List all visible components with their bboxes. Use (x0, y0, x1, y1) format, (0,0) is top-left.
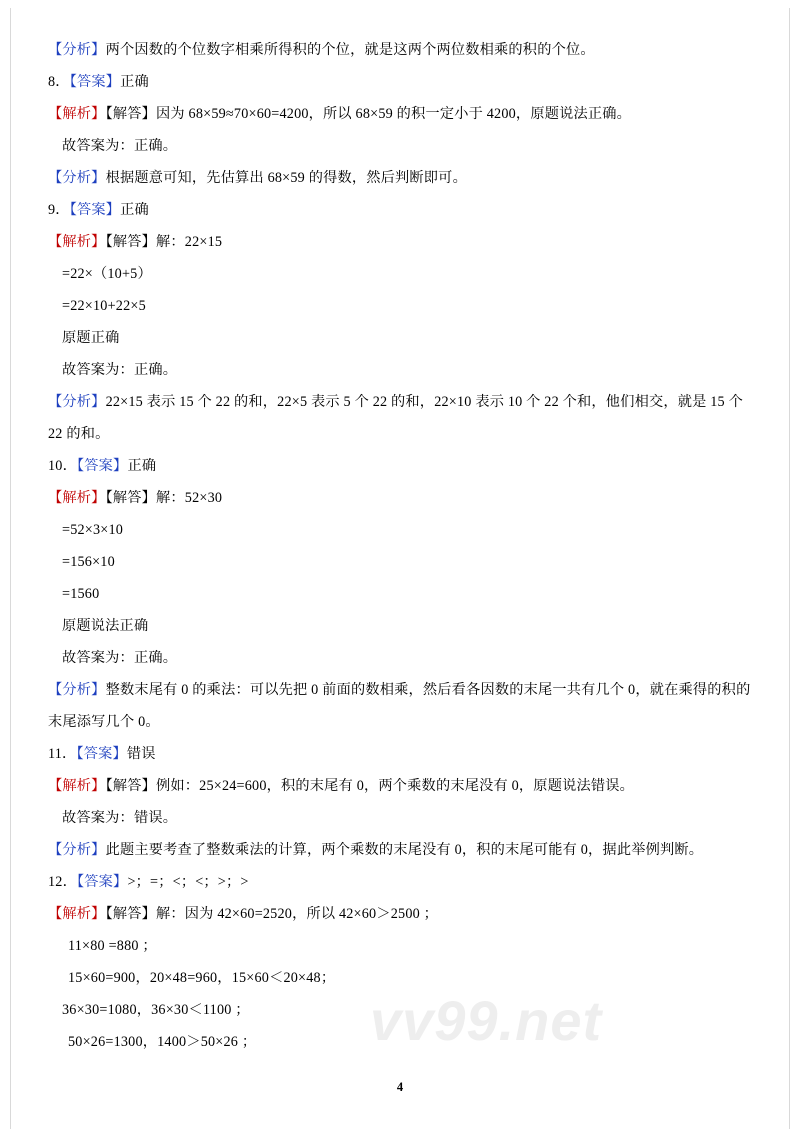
explain-tag: 【解析】 (48, 106, 106, 122)
text-run: =52×3×10 (62, 522, 124, 538)
text-run: 10． (48, 458, 77, 474)
text-run: 原题正确 (62, 330, 120, 346)
page-number: 4 (396, 1080, 404, 1094)
text-run: 原题说法正确 (62, 618, 149, 634)
text-line (48, 450, 752, 482)
text-run: 例如：25×24=600，积的末尾有 0，两个乘数的末尾没有 0，原题说法错误。 (156, 778, 635, 794)
text-line (48, 642, 752, 674)
text-run: 22×15 表示 15 个 22 的和，22×5 表示 5 个 22 的和，22×10 表示 10 个 22 个和，他们相交，就是 15 个 22 的和。 (48, 394, 743, 442)
text-run: 9． (48, 202, 70, 218)
analysis-tag: 【分析】 (48, 170, 106, 186)
text-run: 错误 (126, 746, 156, 762)
explain-tag: 【解析】 (48, 906, 106, 922)
text-run: 50×26=1300，1400＞50×26 ； (68, 1034, 257, 1050)
text-line (48, 1026, 752, 1058)
answer-tag: 【答案】 (76, 874, 128, 890)
text-line (48, 194, 752, 226)
text-run: =1560 (62, 586, 100, 602)
text-run: 解：因为 42×60=2520，所以 42×60＞2500 ； (156, 906, 439, 922)
explain-tag: 【解析】 (48, 778, 106, 794)
text-line (48, 130, 752, 162)
text-run: >；=；<；<；>；> (127, 874, 249, 890)
text-run: 正确 (120, 74, 149, 90)
text-run: 15×60=900，20×48=960，15×60＜20×48； (68, 970, 336, 986)
text-run: 故答案为：错误。 (62, 810, 178, 826)
text-run: 故答案为：正确。 (62, 650, 178, 666)
text-line (48, 610, 752, 642)
text-run: 故答案为：正确。 (62, 138, 178, 154)
analysis-tag: 【分析】 (48, 394, 106, 410)
text-line (48, 162, 752, 194)
text-line (48, 226, 752, 258)
text-line (48, 386, 752, 450)
text-line (48, 866, 752, 898)
text-run: =22×10+22×5 (62, 298, 146, 314)
text-line (48, 802, 752, 834)
text-run: 【解答】 (105, 490, 157, 506)
text-run: 两个因数的个位数字相乘所得积的个位，就是这两个两位数相乘的积的个位。 (105, 42, 595, 58)
text-line (48, 674, 752, 738)
text-run: 正确 (120, 202, 149, 218)
explain-tag: 【解析】 (48, 490, 106, 506)
text-run: 解：52×30 (156, 490, 223, 506)
answer-tag: 【答案】 (76, 746, 127, 762)
text-line (48, 258, 752, 290)
text-run: 故答案为：正确。 (62, 362, 178, 378)
text-line (48, 738, 752, 770)
watermark: vv99.net (370, 989, 603, 1052)
text-run: 36×30=1080，36×30＜1100 ； (62, 1002, 250, 1018)
text-run: 11×80 =880 ； (68, 938, 157, 954)
text-run: 【解答】 (105, 106, 157, 122)
text-line (48, 98, 752, 130)
text-run: 整数末尾有 0 的乘法：可以先把 0 前面的数相乘，然后看各因数的末尾一共有几个 0，就在乘得的积的末尾添写几个 0。 (48, 682, 751, 730)
answer-key-body (48, 34, 752, 1058)
text-run: 8． (48, 74, 70, 90)
text-run: 【解答】 (105, 234, 157, 250)
analysis-tag: 【分析】 (48, 842, 106, 858)
explain-tag: 【解析】 (48, 234, 106, 250)
text-line (48, 34, 752, 66)
text-run: 正确 (127, 458, 157, 474)
text-line (48, 962, 752, 994)
analysis-tag: 【分析】 (48, 682, 106, 698)
answer-tag: 【答案】 (76, 458, 128, 474)
text-line (48, 546, 752, 578)
text-run: 此题主要考查了整数乘法的计算，两个乘数的末尾没有 0，积的末尾可能有 0，据此举例判断。 (105, 842, 704, 858)
text-line (48, 66, 752, 98)
text-run: =22×（10+5） (62, 266, 152, 282)
text-run: 根据题意可知，先估算出 68×59 的得数，然后判断即可。 (105, 170, 467, 186)
text-line (48, 930, 752, 962)
text-line (48, 482, 752, 514)
text-line (48, 898, 752, 930)
text-run: 因为 68×59≈70×60=4200，所以 68×59 的积一定小于 4200，原题说法正确。 (156, 106, 632, 122)
answer-tag: 【答案】 (69, 74, 121, 90)
text-line (48, 354, 752, 386)
text-line (48, 994, 752, 1026)
text-run: 解：22×15 (156, 234, 223, 250)
text-run: 【解答】 (105, 906, 157, 922)
text-run: 12． (48, 874, 77, 890)
text-line (48, 834, 752, 866)
text-line (48, 770, 752, 802)
text-line (48, 578, 752, 610)
text-line (48, 322, 752, 354)
text-line (48, 290, 752, 322)
text-run: 【解答】 (105, 778, 157, 794)
text-run: =156×10 (62, 554, 115, 570)
text-run: 11． (48, 746, 77, 762)
answer-tag: 【答案】 (69, 202, 121, 218)
text-line (48, 514, 752, 546)
analysis-tag: 【分析】 (48, 42, 106, 58)
